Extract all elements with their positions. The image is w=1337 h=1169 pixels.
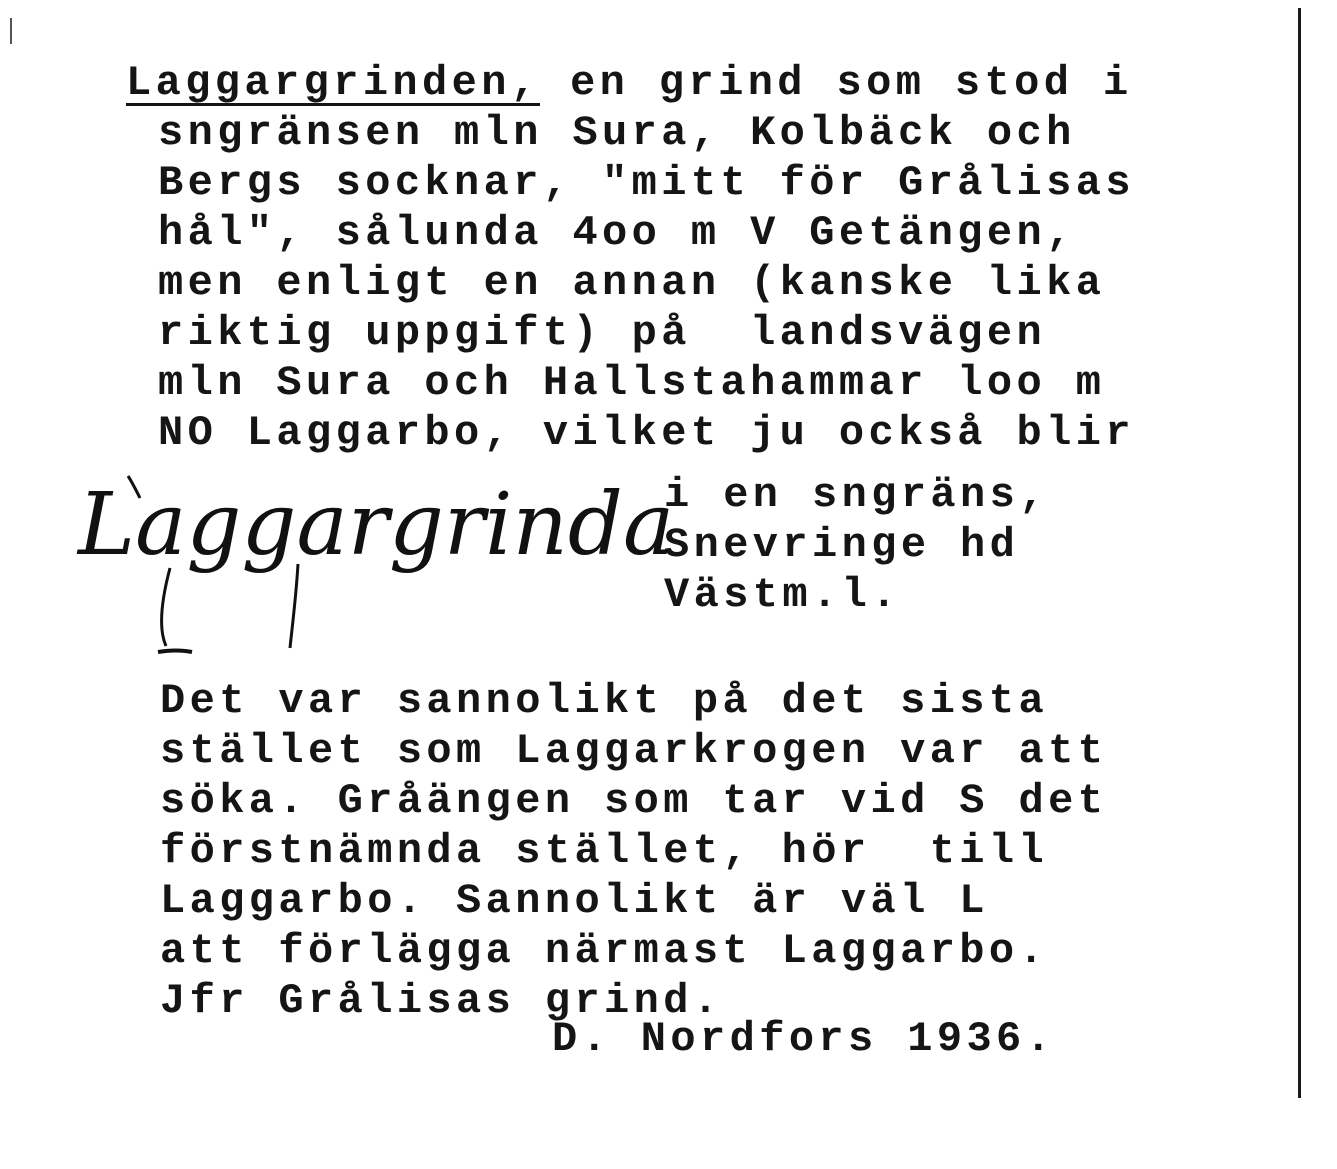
card-right-edge (1298, 8, 1301, 1098)
note-line-2: stället som Laggarkrogen var att (160, 727, 1108, 775)
hand-descender-stroke (162, 568, 170, 646)
entry-line-5: men enligt en annan (kanske lika (158, 259, 1106, 307)
note-line-1: Det var sannolikt på det sista (160, 677, 1049, 725)
entry-first-line (126, 58, 1133, 108)
entry-line-4: hål", sålunda 4oo m V Getängen, (158, 209, 1076, 257)
headword: Laggargrinden, (126, 59, 541, 107)
note-line-5: Laggarbo. Sannolikt är väl L (160, 877, 989, 925)
entry-line-11: Västm.l. (664, 571, 901, 619)
hand-descender-stroke-2 (290, 564, 298, 648)
note-line-7: Jfr Grålisas grind. (160, 977, 723, 1025)
entry-line-3: Bergs socknar, "mitt för Grålisas (158, 159, 1135, 207)
entry-line-2: sngränsen mln Sura, Kolbäck och (158, 109, 1076, 157)
note-line-4: förstnämnda stället, hör till (160, 827, 1049, 875)
entry-line-6: riktig uppgift) på landsvägen (158, 309, 1047, 357)
signature: D. Nordfors 1936. (552, 1015, 1056, 1063)
entry-line-1: en grind som stod i (570, 59, 1133, 107)
entry-line-7: mln Sura och Hallstahammar loo m (158, 359, 1106, 407)
hand-underline-dash (158, 651, 192, 653)
handwritten-note: Laggargrinda (78, 475, 675, 575)
entry-line-9: i en sngräns, (664, 471, 1049, 519)
entry-line-10: Snevringe hd (664, 521, 1020, 569)
entry-line-8: NO Laggarbo, vilket ju också blir (158, 409, 1135, 457)
note-line-6: att förlägga närmast Laggarbo. (160, 927, 1049, 975)
handwritten-annotation (70, 468, 675, 668)
note-line-3: söka. Gråängen som tar vid S det (160, 777, 1108, 825)
card-left-edge-mark (10, 18, 12, 44)
